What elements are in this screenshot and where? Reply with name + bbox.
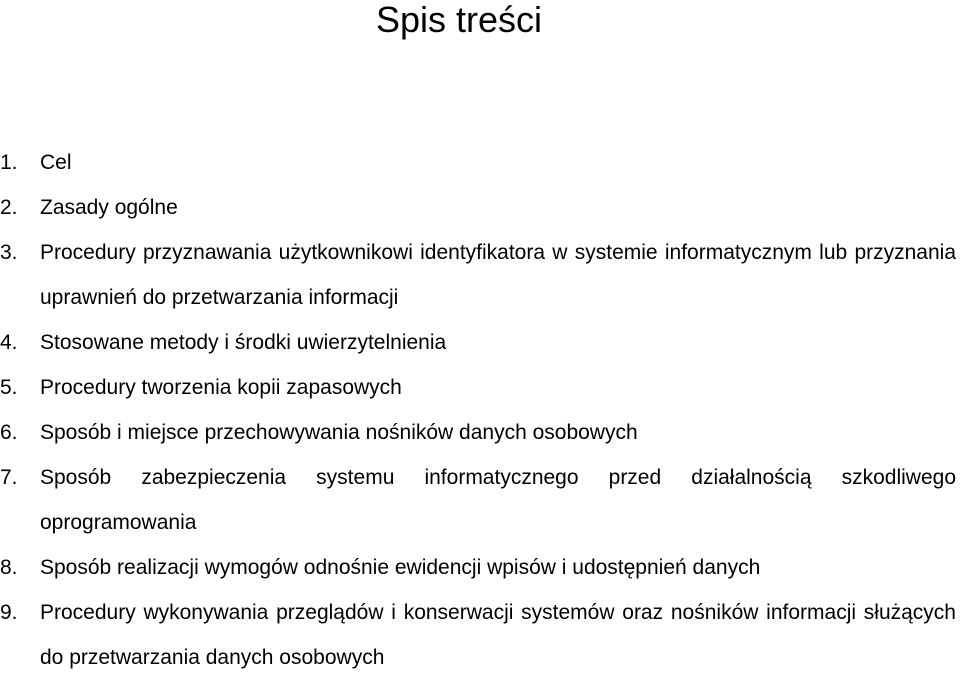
toc-item-text: Sposób zabezpieczenia systemu informatycznego przed działalnością szkodliwego oprogramowania: [40, 466, 956, 534]
toc-item-number: 5.: [0, 376, 18, 399]
toc-item-number: 3.: [0, 241, 18, 264]
toc-item-text: Cel: [40, 151, 72, 174]
toc-item-4: [0, 320, 960, 365]
toc-item-number: 4.: [0, 331, 18, 354]
toc-item-number: 8.: [0, 556, 18, 579]
toc-item-text: Procedury wykonywania przeglądów i konserwacji systemów oraz nośników informacji służących do przetwarzania danych osobowych: [40, 601, 956, 669]
toc-item-8: [0, 545, 960, 590]
toc-item-7: [0, 455, 960, 545]
toc-item-number: 1.: [0, 151, 18, 174]
toc-item-number: 9.: [0, 601, 18, 624]
toc-item-number: 7.: [0, 466, 18, 489]
page-title: Spis treści: [375, 0, 543, 40]
toc-item-text: Zasady ogólne: [40, 196, 178, 219]
toc-item-text: Procedury tworzenia kopii zapasowych: [40, 376, 402, 399]
toc-item-text: Sposób realizacji wymogów odnośnie ewidencji wpisów i udostępnień danych: [40, 556, 761, 579]
toc-item-2: [0, 185, 960, 230]
toc-item-number: 6.: [0, 421, 18, 444]
table-of-contents: [0, 140, 960, 680]
toc-item-5: [0, 365, 960, 410]
toc-item-1: [0, 140, 960, 185]
toc-item-6: [0, 410, 960, 455]
toc-item-9: [0, 590, 960, 680]
toc-item-text: Sposób i miejsce przechowywania nośników danych osobowych: [40, 421, 638, 444]
toc-item-text: Stosowane metody i środki uwierzytelnienia: [40, 331, 447, 354]
toc-item-number: 2.: [0, 196, 18, 219]
toc-item-3: [0, 230, 960, 320]
toc-item-text: Procedury przyznawania użytkownikowi identyfikatora w systemie informatycznym lub przyznania uprawnień do przetwarzania informacji: [40, 241, 956, 309]
